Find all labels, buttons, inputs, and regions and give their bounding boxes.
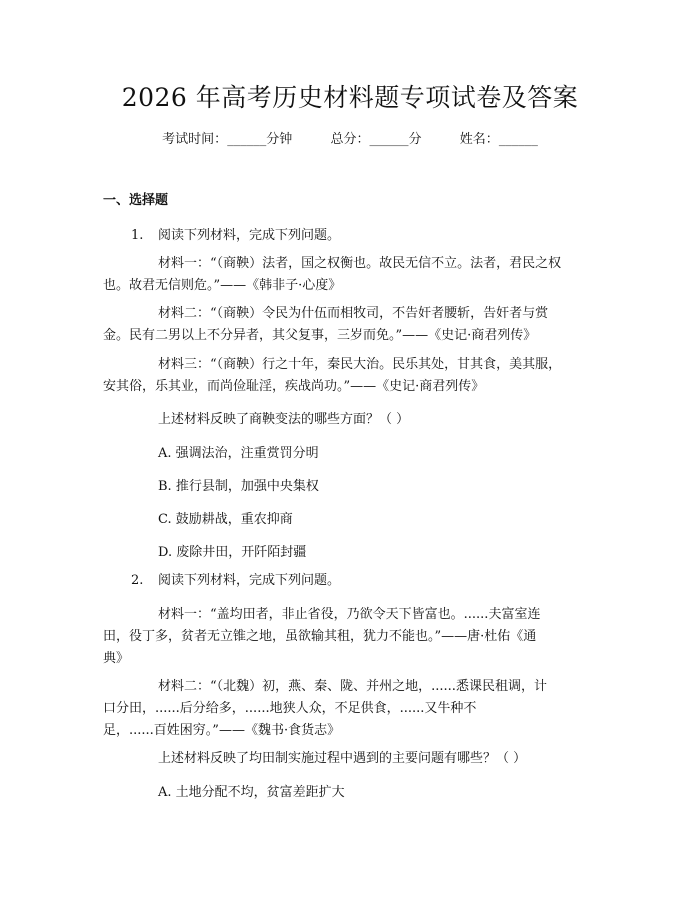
material-line: 田，役丁多，贫者无立锥之地，虽欲输其租，犹力不能也。”——唐·杜佑《通 [103, 629, 537, 644]
question-text: 上述材料反映了均田制实施过程中遇到的主要问题有哪些？（ ） [158, 751, 527, 766]
exam-title: 2026 年高考历史材料题专项试卷及答案 [121, 83, 579, 112]
option-d[interactable]: D. 废除井田，开阡陌封疆 [158, 545, 307, 560]
time-unit: 分钟 [266, 132, 293, 147]
material-line: 口分田，......后分给多，......地狭人众，不足供食，......又牛种不 [103, 701, 477, 716]
material-line: 材料二：“（商鞅）令民为什伍而相牧司，不告奸者腰斩，告奸者与赏 [158, 306, 549, 321]
question-number: 1. [131, 228, 144, 243]
option-b[interactable]: B. 推行县制，加强中央集权 [158, 479, 319, 494]
option-a[interactable]: A. 强调法治，注重赏罚分明 [158, 446, 319, 461]
score-blank: ______ [369, 132, 409, 147]
material-line: 安其俗，乐其业，而尚俭耻淫，疾战尚功。”——《史记·商君列传》 [103, 379, 485, 394]
material-line: 金。民有二男以上不分异者，其父复事，三岁而免。”——《史记·商君列传》 [103, 328, 537, 343]
name-label: 姓名： [459, 132, 499, 147]
time-blank: ______ [227, 132, 267, 147]
material-line: 材料一：“（商鞅）法者，国之权衡也。故民无信不立。法者，君民之权 [158, 256, 562, 271]
time-label: 考试时间： [162, 132, 228, 147]
question-prompt: 阅读下列材料，完成下列问题。 [158, 573, 341, 588]
material-line: 材料二：“（北魏）初，燕、秦、陇、并州之地，......悉课民租调，计 [158, 679, 547, 694]
option-c[interactable]: C. 鼓励耕战，重农抑商 [158, 512, 293, 527]
name-blank: ______ [498, 132, 538, 147]
material-line: 材料三：“（商鞅）行之十年，秦民大治。民乐其处，甘其食，美其服， [158, 357, 562, 372]
question-number: 2. [131, 573, 144, 588]
material-line: 足，......百姓困穷。”——《魏书·食货志》 [103, 723, 341, 738]
section-heading: 一、选择题 [103, 193, 169, 208]
option-a[interactable]: A. 土地分配不均，贫富差距扩大 [158, 785, 345, 800]
material-line: 材料一：“盖均田者，非止省役，乃欲令天下皆富也。......夫富室连 [158, 607, 541, 622]
material-line: 也。故君无信则危。”——《韩非子·心度》 [103, 278, 342, 293]
score-label: 总分： [330, 132, 370, 147]
question-prompt: 阅读下列材料，完成下列问题。 [158, 228, 341, 243]
score-unit: 分 [408, 132, 422, 147]
exam-meta [0, 128, 700, 152]
question-text: 上述材料反映了商鞅变法的哪些方面？（ ） [158, 412, 410, 427]
material-line: 典》 [103, 651, 130, 666]
